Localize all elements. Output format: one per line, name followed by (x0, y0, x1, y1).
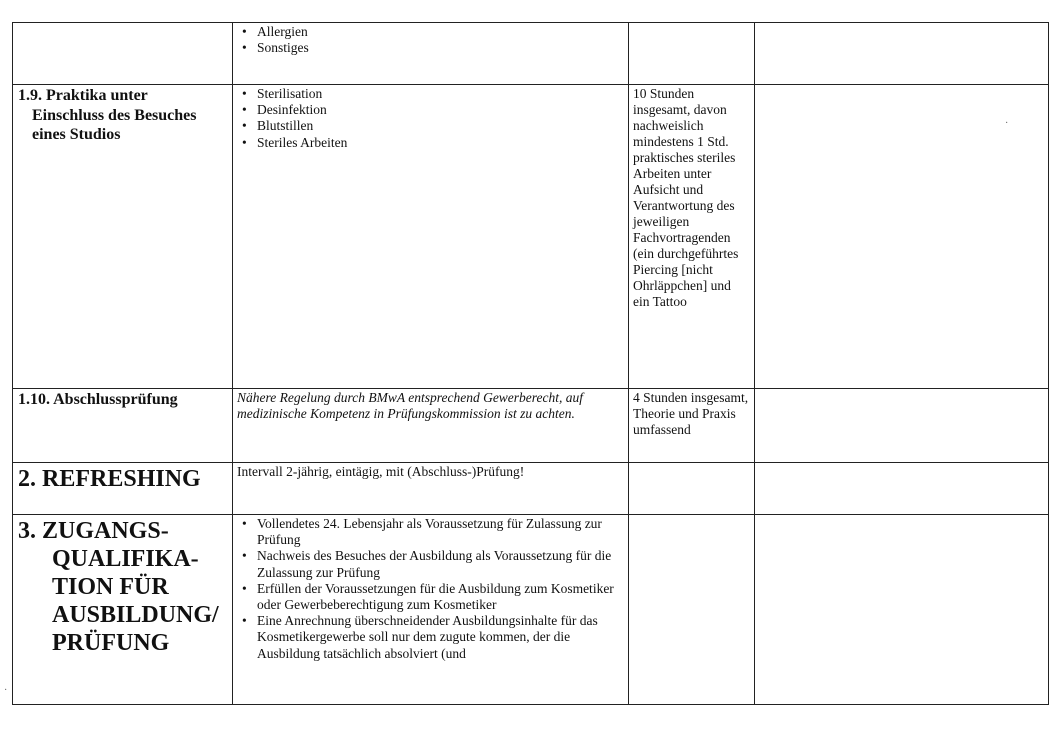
notes-cell (755, 389, 1049, 463)
hours-cell: 10 Stunden insgesamt, davon nachweislich mindestens 1 Std. praktisches steriles Arbeiten unter Aufsicht und Verantwortung des jeweiligen Fachvortragenden (ein durchgeführtes Piercing [nicht Ohrläppchen] und ein Tattoo (629, 85, 755, 389)
list-item: • Sonstiges (257, 40, 624, 56)
scan-speck: · (4, 685, 8, 696)
row-heading-line: AUSBILDUNG/ (52, 602, 219, 628)
row-heading-line: eines Studios (32, 126, 121, 143)
list-item: • Desinfektion (257, 102, 624, 118)
hours-cell (629, 23, 755, 85)
table-row (13, 463, 1049, 515)
table-row (13, 515, 1049, 705)
list-item: • Vollendetes 24. Lebensjahr als Voraussetzung für Zulassung zur Prüfung (257, 516, 624, 548)
topics-list (237, 516, 624, 662)
list-item: • Sterilisation (257, 86, 624, 102)
row-heading-line: Einschluss des Besuches (32, 106, 197, 124)
topics-cell: Intervall 2-jährig, eintägig, mit (Abschluss-)Prüfung! (233, 463, 629, 515)
notes-cell (755, 463, 1049, 515)
row-heading-first-line: 3. ZUGANGS- (18, 518, 169, 544)
row-heading-cell (13, 515, 233, 705)
curriculum-table (12, 22, 1049, 705)
topics-cell (233, 23, 629, 85)
notes-cell (755, 23, 1049, 85)
hours-cell: 4 Stunden insgesamt, Theorie und Praxis umfassend (629, 389, 755, 463)
row-heading-first-line: 1.9. Praktika unter (18, 87, 148, 104)
notes-cell (755, 515, 1049, 705)
topics-cell (233, 515, 629, 705)
topics-cell (233, 85, 629, 389)
list-item: • Eine Anrechnung überschneidender Ausbildungsinhalte für das Kosmetikergewerbe soll nur dem zugute kommen, der die Ausbildung tatsächlich absolviert (und (257, 613, 624, 662)
topics-cell: Nähere Regelung durch BMwA entsprechend Gewerberecht, auf medizinische Kompetenz in Prüfungskommission ist zu achten. (233, 389, 629, 463)
topics-list (237, 86, 624, 151)
list-item: • Erfüllen der Voraussetzungen für die Ausbildung zum Kosmetiker oder Gewerbeberechtigung zum Kosmetiker (257, 581, 624, 613)
notes-cell (755, 85, 1049, 389)
scan-speck: · (1005, 118, 1009, 129)
row-heading-line: TION FÜR (52, 574, 169, 600)
list-item: • Nachweis des Besuches der Ausbildung als Voraussetzung für die Zulassung zur Prüfung (257, 548, 624, 580)
row-heading-cell (13, 85, 233, 389)
hours-cell (629, 463, 755, 515)
row-heading-cell: 2. REFRESHING (13, 463, 233, 515)
row-heading-line: PRÜFUNG (52, 630, 170, 656)
hours-cell (629, 515, 755, 705)
table-row (13, 389, 1049, 463)
row-heading-cell (13, 23, 233, 85)
row-heading-line: QUALIFIKA- (52, 546, 199, 572)
topics-list (237, 24, 624, 56)
row-heading-cell: 1.10. Abschlussprüfung (13, 389, 233, 463)
list-item: • Allergien (257, 24, 624, 40)
list-item: • Blutstillen (257, 118, 624, 134)
list-item: • Steriles Arbeiten (257, 135, 624, 151)
table-row (13, 23, 1049, 85)
table-row (13, 85, 1049, 389)
